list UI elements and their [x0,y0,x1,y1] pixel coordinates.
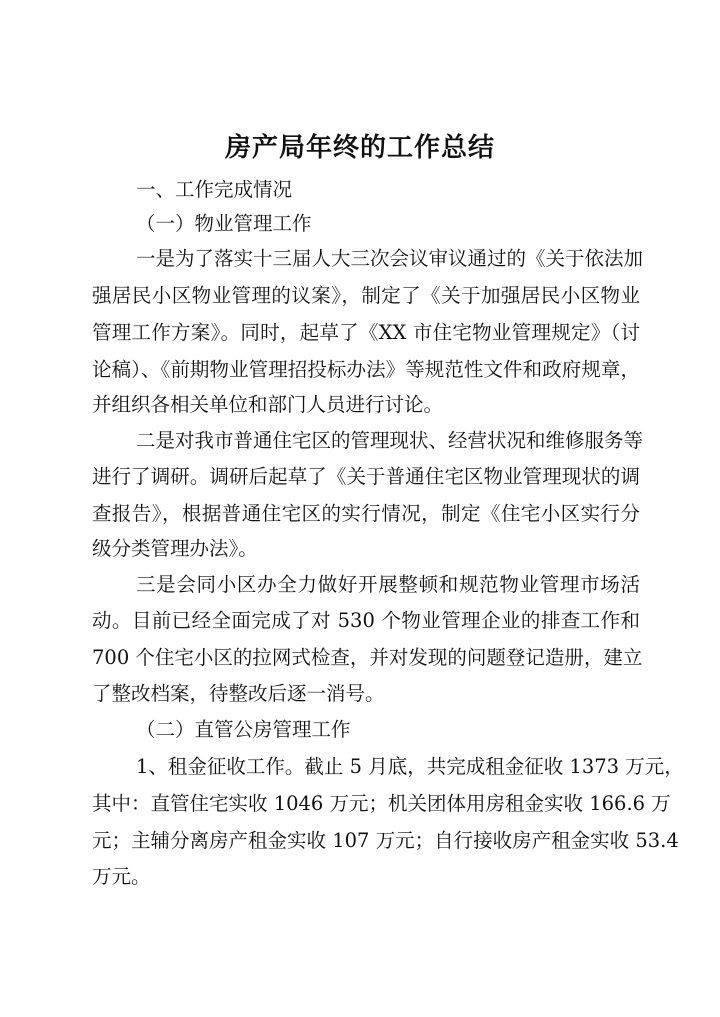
paragraph-line: 进行了调研。调研后起草了《关于普通住宅区物业管理现状的调 [92,465,640,488]
paragraph-line: 元；主辅分离房产租金实收 107 万元；自行接收房产租金实收 53.4 [92,829,679,852]
subsection-heading: （二）直管公房管理工作 [136,718,351,741]
paragraph-line: 级分类管理办法》。 [92,537,258,560]
paragraph-line: 一是为了落实十三届人大三次会议审议通过的《关于依法加 [136,247,644,270]
paragraph-line: 其中：直管住宅实收 1046 万元；机关团体用房租金实收 166.6 万 [92,792,671,815]
paragraph-line: 二是对我市普通住宅区的管理现状、经营状况和维修服务等 [136,429,644,452]
paragraph-line: 强居民小区物业管理的议案》，制定了《关于加强居民小区物业 [92,284,640,307]
paragraph-line: 并组织各相关单位和部门人员进行讨论。 [92,393,444,416]
paragraph-line: 论稿）、《前期物业管理招投标办法》等规范性文件和政府规章， [92,358,640,381]
paragraph-line: 万元。 [92,865,151,888]
paragraph-line: 管理工作方案》。同时，起草了《XX 市住宅物业管理规定》（讨 [92,321,640,344]
document-title: 房产局年终的工作总结 [224,133,495,163]
paragraph-line: 查报告》，根据普通住宅区的实行情况，制定《住宅小区实行分 [92,502,640,525]
paragraph-line: 了整改档案，待整改后逐一消号。 [92,682,385,705]
paragraph-line: 1、租金征收工作。截止 5 月底，共完成租金征收 1373 万元， [136,755,684,778]
subsection-heading: （一）物业管理工作 [136,212,312,235]
paragraph-line: 三是会同小区办全力做好开展整顿和规范物业管理市场活 [136,573,640,596]
section-heading: 一、工作完成情况 [136,178,293,201]
paragraph-line: 动。目前已经全面完成了对 530 个物业管理企业的排查工作和 [92,609,640,632]
paragraph-line: 700 个住宅小区的拉网式检查，并对发现的问题登记造册，建立 [92,646,643,669]
